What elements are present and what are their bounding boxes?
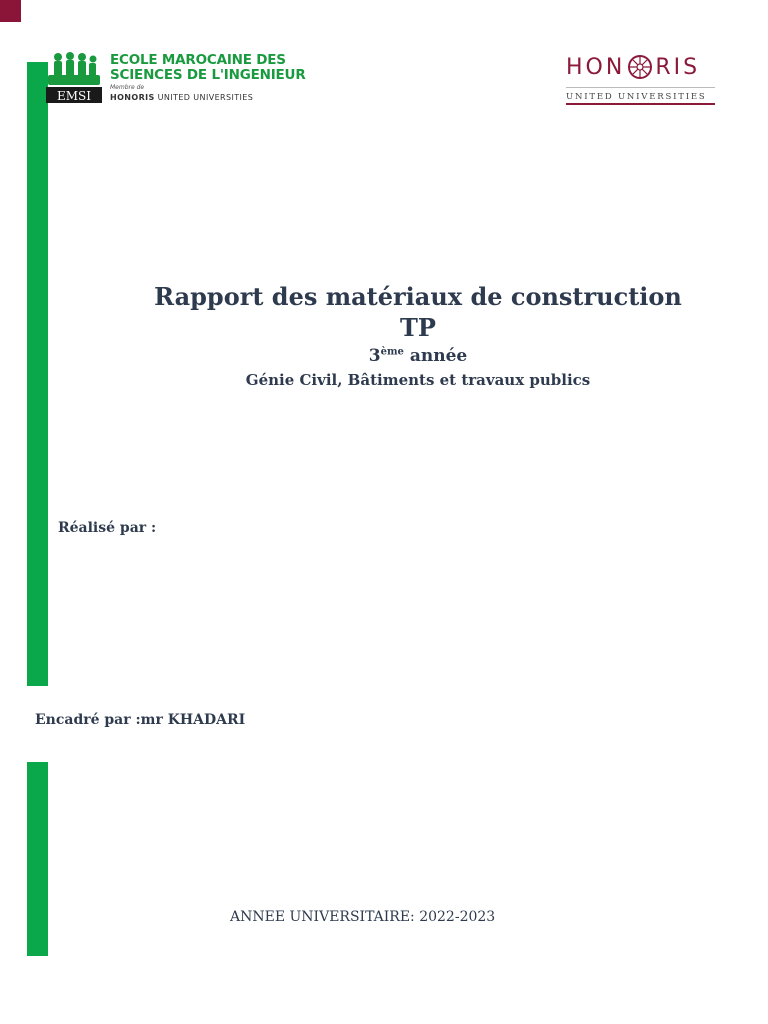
emsi-name-line2: SCIENCES DE L'INGENIEUR [110, 67, 306, 83]
emsi-membre-de: Membre de [110, 84, 145, 91]
report-title: Rapport des matériaux de construction [154, 282, 682, 311]
green-side-bar-bottom [27, 762, 48, 956]
report-subtitle: TP [400, 313, 436, 342]
emsi-logo [46, 51, 306, 105]
honoris-rule [566, 103, 715, 105]
realise-par-label: Réalisé par : [58, 520, 157, 536]
program-name: Génie Civil, Bâtiments et travaux publics [245, 371, 591, 389]
honoris-tagline: UNITED UNIVERSITIES [566, 92, 707, 102]
emsi-name-line1: ECOLE MAROCAINE DES [110, 52, 286, 68]
honoris-wordmark: HON RIS [566, 54, 701, 80]
study-year: 3ème année [368, 346, 468, 366]
emsi-figures-icon [46, 51, 102, 103]
honoris-rule-top [566, 87, 715, 88]
honoris-logo [562, 48, 722, 108]
annee-universitaire: ANNEE UNIVERSITAIRE: 2022-2023 [230, 909, 496, 925]
svg-text:EMSI: EMSI [56, 89, 92, 103]
burgundy-square [0, 0, 21, 22]
honoris-wheel-icon [627, 54, 653, 80]
encadre-par-label: Encadré par :mr KHADARI [35, 712, 246, 728]
emsi-honoris-line: HONORIS UNITED UNIVERSITIES [110, 93, 254, 102]
green-side-bar-top [27, 62, 48, 686]
